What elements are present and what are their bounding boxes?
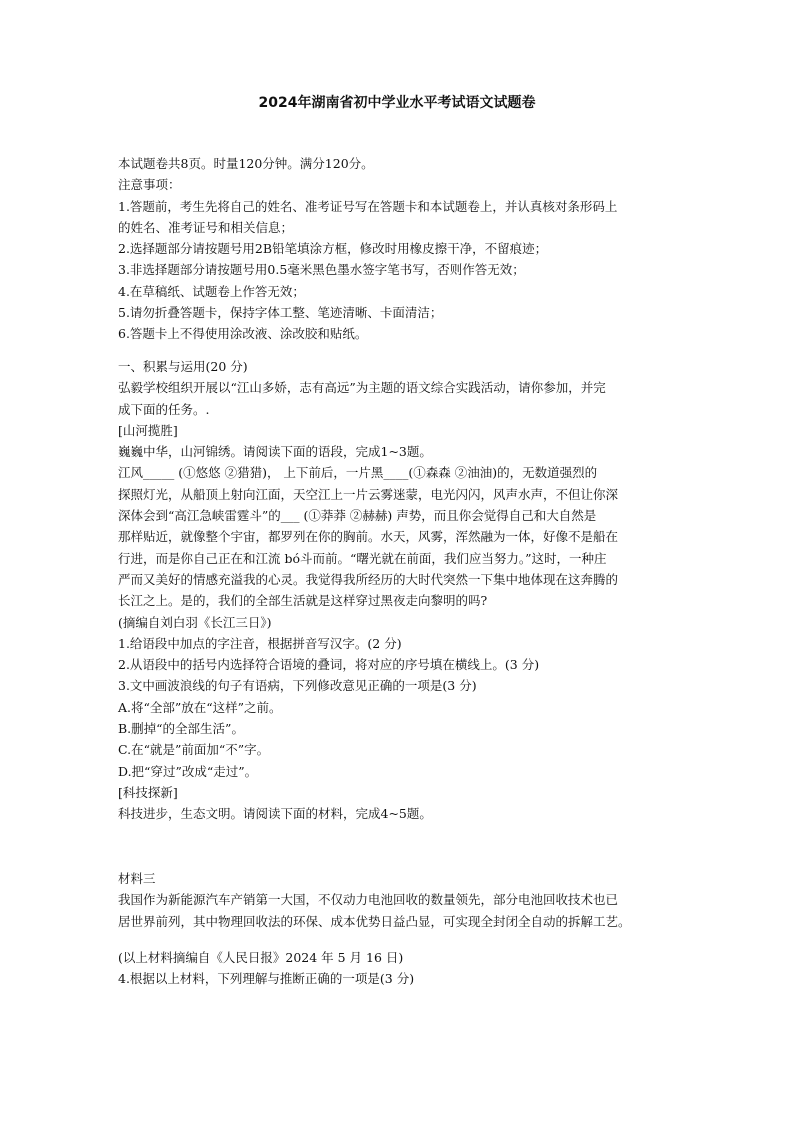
question-line: 2.从语段中的括号内选择符合语境的叠词，将对应的序号填在横线上。(3 分) [118, 657, 540, 673]
subsection-heading: [科技探新] [118, 784, 178, 800]
section-heading: 一、积累与运用(20 分) [118, 359, 248, 374]
source-line: (摘编自刘白羽《长江三日》) [118, 614, 272, 630]
source-line: (以上材料摘编自《人民日报》2024 年 5 月 16 日) [118, 950, 404, 965]
instruction-line: 3.非选择题部分请按题号用0.5毫米黑色墨水签字笔书写，否则作答无效； [118, 262, 525, 278]
instruction-line: 6.答题卡上不得使用涂改液、涂改胶和贴纸。 [118, 326, 368, 342]
page-title: 2024年湖南省初中学业水平考试语文试题卷 [258, 95, 536, 111]
question-line: 4.根据以上材料，下列理解与推断正确的一项是(3 分) [118, 971, 415, 987]
option-line: A.将“全部”放在“这样”之前。 [118, 699, 282, 715]
subsection-heading: [山河揽胜] [118, 422, 178, 438]
question-line: 3.文中画波浪线的句子有语病，下列修改意见正确的一项是(3 分) [118, 678, 477, 694]
passage-line: 深体会到“高江急峡雷霆斗”的___ (①莽莽 ②赫赫) 声势，而且你会觉得自己和大自然是 [118, 508, 597, 524]
option-line: D.把“穿过”改成“走过”。 [118, 763, 258, 779]
option-line: C.在“就是”前面加“不”字。 [118, 742, 270, 758]
section-line: 弘毅学校组织开展以“江山多娇，志有高远”为主题的语文综合实践活动，请你参加，并完 [118, 380, 606, 396]
passage-line: 江风_____ (①悠悠 ②猎猎)， 上下前后，一片黑____(①森森 ②油油)的，无数道强烈的 [118, 465, 598, 481]
passage-line: 探照灯光，从船顶上射向江面，天空江上一片云雾迷蒙，电光闪闪，风声水声，不但让你深 [118, 486, 619, 502]
section-line: 巍巍中华，山河锦绣。请阅读下面的语段，完成1~3题。 [118, 444, 432, 460]
material-heading: 材料三 [118, 871, 156, 886]
material-line: 我国作为新能源汽车产销第一大国，不仅动力电池回收的数量领先，部分电池回收技术也已 [118, 892, 619, 908]
passage-line: 长江之上。是的，我们的全部生活就是这样穿过黑夜走向黎明的吗? [118, 593, 488, 609]
instruction-line: 5.请勿折叠答题卡，保持字体工整、笔迹清晰、卡面清洁； [118, 305, 443, 321]
instruction-line: 4.在草稿纸、试题卷上作答无效； [118, 283, 305, 299]
instruction-line: 2.选择题部分请按题号用2B铅笔填涂方框，修改时用橡皮擦干净，不留痕迹； [118, 241, 548, 257]
passage-line: 那样贴近，就像整个宇宙，都罗列在你的胸前。水天，风雾，浑然融为一体，好像不是船在 [118, 529, 619, 545]
passage-line: 行进，而是你自己正在和江流 bó斗而前。“曙光就在前面，我们应当努力。”这时，一种庄 [118, 550, 607, 566]
material-three-block [118, 868, 678, 932]
section-one-block [118, 356, 678, 825]
instruction-line: 注意事项： [118, 177, 181, 193]
section-line: 科技进步，生态文明。请阅读下面的材料，完成4~5题。 [118, 806, 432, 822]
question-line: 1.给语段中加点的字注音，根据拼音写汉字。(2 分) [118, 635, 402, 651]
option-line: B.删掉“的全部生活”。 [118, 721, 244, 737]
closing-block [118, 947, 678, 990]
instruction-line: 本试题卷共8页。时量120分钟。满分120分。 [118, 156, 374, 171]
instructions-block [118, 153, 678, 345]
instruction-line: 的姓名、准考证号和相关信息； [118, 219, 294, 235]
passage-line: 严而又美好的情感充溢我的心灵。我觉得我所经历的大时代突然一下集中地体现在这奔腾的 [118, 571, 619, 587]
material-line: 居世界前列，其中物理回收法的环保、成本优势日益凸显，可实现全封闭全自动的拆解工艺。 [118, 913, 631, 929]
section-line: 成下面的任务。. [118, 401, 210, 417]
instruction-line: 1.答题前，考生先将自己的姓名、准考证号写在答题卡和本试题卷上，并认真核对条形码上 [118, 198, 618, 214]
